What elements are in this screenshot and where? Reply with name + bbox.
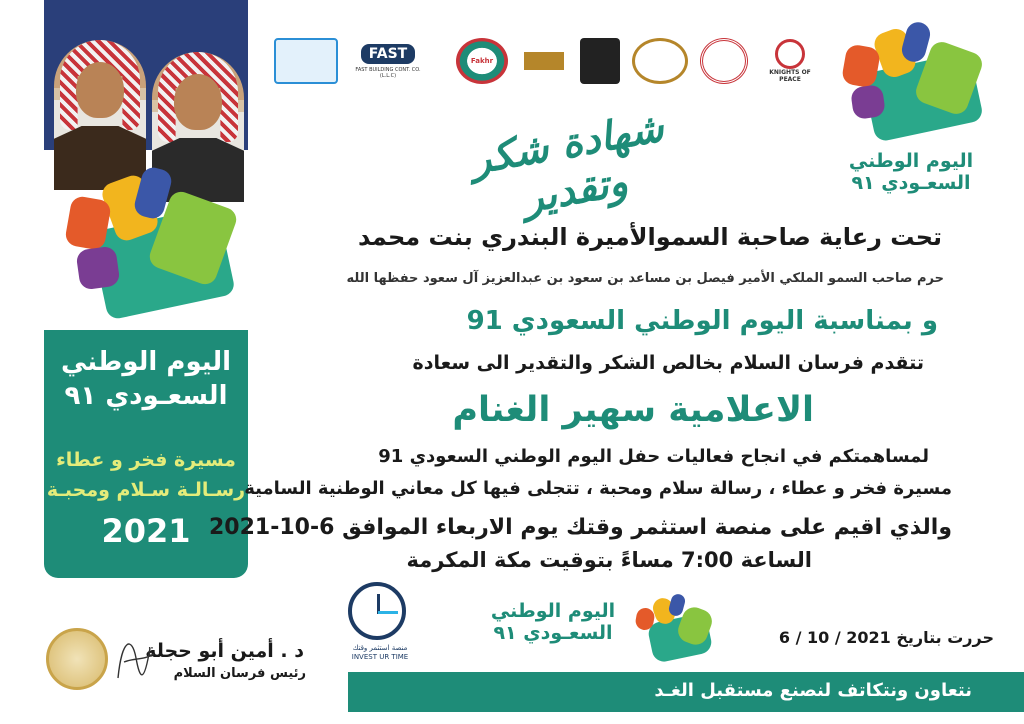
logo-6 bbox=[632, 38, 688, 84]
fakhr-logo-text: Fakhr bbox=[470, 57, 494, 65]
logo-1 bbox=[274, 38, 338, 84]
side-title-line1: اليوم الوطني bbox=[60, 347, 232, 377]
contribution-line: لمساهمتكم في انجاح فعاليات حفل اليوم الوطني السعودي 91 bbox=[378, 446, 929, 467]
bottom-title bbox=[478, 600, 628, 644]
side-slogan-line2: رسـالـة سـلام ومحبـة bbox=[46, 479, 246, 501]
patron-detail-line: حرم صاحب السمو الملكي الأمير فيصل بن مساعد بن سعود بن عبدالعزيز آل سعود حفظها الله bbox=[346, 271, 944, 286]
saudi-map-emblem bbox=[58, 168, 238, 318]
organization-seal bbox=[46, 628, 108, 690]
clock-icon bbox=[348, 582, 406, 640]
certificate-title: شهادة شكر وتقدير bbox=[467, 103, 667, 223]
side-panel-title bbox=[44, 345, 248, 413]
signature-image bbox=[110, 628, 160, 688]
bottom-title-line1: اليوم الوطني bbox=[490, 600, 616, 622]
occasion-line: و بمناسبة اليوم الوطني السعودي 91 bbox=[466, 306, 938, 336]
fakhr-logo bbox=[456, 38, 508, 84]
top-right-emblem bbox=[838, 22, 988, 142]
fast-logo-text: FAST bbox=[361, 44, 415, 64]
side-panel-year: 2021 bbox=[101, 512, 191, 550]
side-panel-slogan bbox=[44, 445, 248, 505]
footer-bar bbox=[348, 672, 1024, 712]
side-panel bbox=[44, 0, 248, 578]
invest-platform-caption: منصة استثمر وقتك INVEST UR TIME bbox=[351, 644, 409, 661]
issue-date-value: 6 / 10 / 2021 bbox=[778, 628, 891, 647]
fast-logo bbox=[348, 38, 428, 84]
patronage-line: تحت رعاية صاحبة السموالأميرة البندري بنت محمد bbox=[358, 223, 942, 251]
signer-name: د . أمين أبو حجلة bbox=[145, 640, 304, 662]
sponsor-logos bbox=[270, 30, 830, 94]
knights-of-peace-text: KNIGHTS OF PEACE bbox=[769, 69, 811, 83]
top-right-title-line1: اليوم الوطني bbox=[848, 150, 974, 172]
fast-logo-subtext: FAST BUILDING CONT. CO. (L.L.C) bbox=[355, 66, 421, 79]
signer-role: رئيس فرسان السلام bbox=[173, 666, 306, 681]
event-time-line: الساعة 7:00 مساءً بتوقيت مكة المكرمة bbox=[406, 548, 812, 572]
issue-date bbox=[779, 628, 994, 647]
bottom-title-line2: السعـودي ٩١ bbox=[493, 622, 613, 644]
knights-of-peace-logo bbox=[758, 38, 822, 84]
footer-slogan: نتعاون ونتكاتف لنصنع مستقبل الغـد bbox=[654, 680, 972, 701]
side-slogan-line1: مسيرة فخر و عطاء bbox=[56, 449, 236, 471]
recipient-name: الاعلامية سهير الغنام bbox=[452, 390, 814, 430]
issue-date-label: حررت بتاريخ bbox=[896, 628, 994, 647]
logo-5 bbox=[580, 38, 620, 84]
thanks-line: تتقدم فرسان السلام بخالص الشكر والتقدير الى سعادة bbox=[412, 352, 924, 374]
logo-4 bbox=[524, 38, 564, 84]
side-title-line2: السعـودي ٩١ bbox=[64, 381, 228, 411]
slogan-line: مسيرة فخر و عطاء ، رسالة سلام ومحبة ، تتجلى فيها كل معاني الوطنية السامية bbox=[244, 478, 952, 499]
logo-7 bbox=[700, 38, 748, 84]
event-date-line: والذي اقيم على منصة استثمر وقتك يوم الاربعاء الموافق 6-10-2021 bbox=[209, 515, 952, 540]
bottom-emblem bbox=[634, 594, 714, 664]
top-right-title bbox=[836, 150, 986, 194]
top-right-title-line2: السعـودي ٩١ bbox=[851, 172, 971, 194]
